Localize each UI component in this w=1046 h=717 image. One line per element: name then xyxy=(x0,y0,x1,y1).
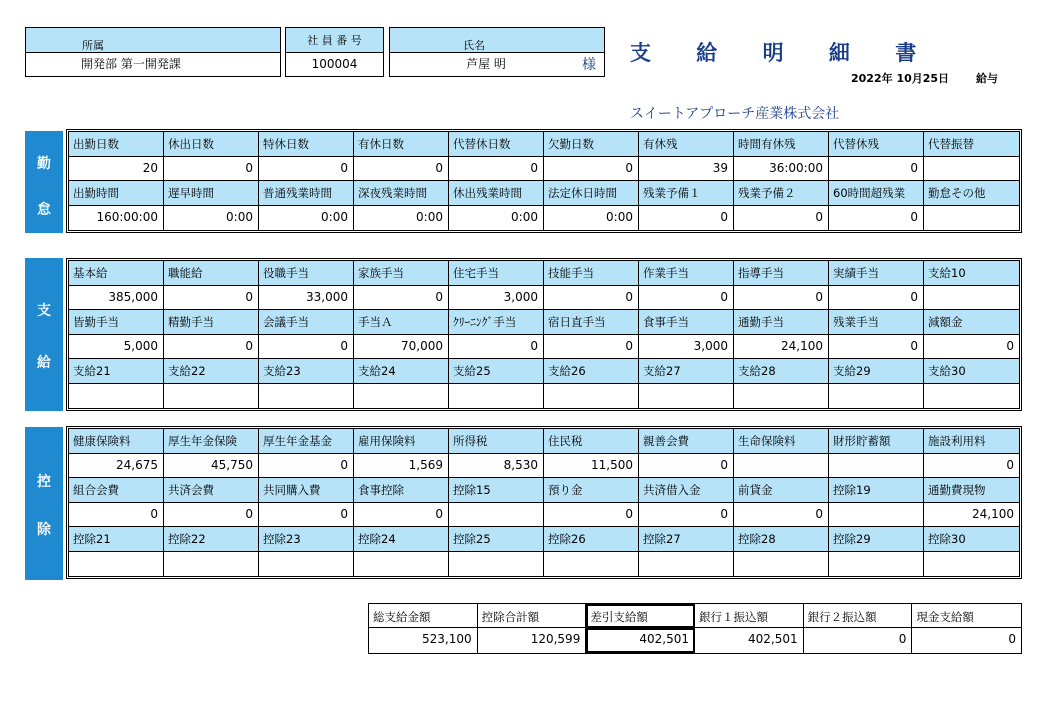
attendance-label: 欠勤日数 xyxy=(544,132,639,157)
deductions-label: 預り金 xyxy=(544,478,639,503)
attendance-label: 特休日数 xyxy=(259,132,354,157)
deductions-value xyxy=(449,503,544,527)
payments-table xyxy=(66,258,1022,411)
payments-value: 0 xyxy=(639,286,734,310)
payments-side-char-2: 給 xyxy=(37,355,51,371)
deductions-value: 1,569 xyxy=(354,454,449,478)
employee-number-value: 100004 xyxy=(311,57,358,71)
payments-label: 実績手当 xyxy=(829,261,924,286)
summary-table xyxy=(368,603,1022,654)
attendance-side-char-1: 勤 xyxy=(37,156,51,172)
deductions-value xyxy=(544,552,639,576)
attendance-value xyxy=(924,157,1019,181)
deductions-label: 控除21 xyxy=(69,527,164,552)
deductions-label: 控除26 xyxy=(544,527,639,552)
attendance-value: 39 xyxy=(639,157,734,181)
payments-value: 3,000 xyxy=(639,335,734,359)
payments-label: 支給23 xyxy=(259,359,354,384)
payments-value: 33,000 xyxy=(259,286,354,310)
attendance-value: 160:00:00 xyxy=(69,206,164,230)
payments-value xyxy=(354,384,449,408)
attendance-label: 勤怠その他 xyxy=(924,181,1019,206)
payments-value: 3,000 xyxy=(449,286,544,310)
deductions-value: 0 xyxy=(164,503,259,527)
summary-value: 402,501 xyxy=(695,628,804,653)
attendance-table xyxy=(66,129,1022,233)
deductions-side-char-1: 控 xyxy=(37,474,51,490)
deductions-value xyxy=(829,552,924,576)
payments-label: 支給24 xyxy=(354,359,449,384)
summary-label: 銀行１振込額 xyxy=(695,604,804,628)
employee-number-box xyxy=(285,27,384,77)
deductions-value xyxy=(639,552,734,576)
deductions-label: 控除27 xyxy=(639,527,734,552)
attendance-value: 0 xyxy=(734,206,829,230)
payments-side-label xyxy=(25,258,63,411)
deductions-value: 45,750 xyxy=(164,454,259,478)
attendance-value: 0:00 xyxy=(544,206,639,230)
payments-label: 食事手当 xyxy=(639,310,734,335)
deductions-value xyxy=(734,454,829,478)
payments-label: 基本給 xyxy=(69,261,164,286)
payments-label: 技能手当 xyxy=(544,261,639,286)
deductions-value xyxy=(924,552,1019,576)
summary-label: 現金支給額 xyxy=(912,604,1021,628)
payments-value: 0 xyxy=(544,286,639,310)
payments-value: 385,000 xyxy=(69,286,164,310)
summary-label: 控除合計額 xyxy=(478,604,587,628)
attendance-label: 代替振替 xyxy=(924,132,1019,157)
deductions-value xyxy=(829,454,924,478)
summary-label: 総支給金額 xyxy=(369,604,478,628)
attendance-value: 0 xyxy=(164,157,259,181)
deductions-value: 8,530 xyxy=(449,454,544,478)
deductions-label: 健康保険料 xyxy=(69,429,164,454)
payments-label: 職能給 xyxy=(164,261,259,286)
deductions-label: 共済会費 xyxy=(164,478,259,503)
deductions-label: 控除29 xyxy=(829,527,924,552)
payments-label: ｸﾘｰﾆﾝｸﾞ手当 xyxy=(449,310,544,335)
payments-value: 0 xyxy=(829,286,924,310)
payments-label: 支給26 xyxy=(544,359,639,384)
deductions-side-char-2: 除 xyxy=(37,522,51,538)
attendance-label: 時間有休残 xyxy=(734,132,829,157)
summary-value: 0 xyxy=(912,628,1021,653)
deductions-value: 0 xyxy=(639,454,734,478)
payments-side-char-1: 支 xyxy=(37,303,51,319)
payments-value: 0 xyxy=(164,335,259,359)
attendance-label: 残業予備２ xyxy=(734,181,829,206)
deductions-label: 控除24 xyxy=(354,527,449,552)
honorific: 様 xyxy=(582,57,596,73)
attendance-value xyxy=(924,206,1019,230)
deductions-value: 0 xyxy=(924,454,1019,478)
attendance-label: 遅早時間 xyxy=(164,181,259,206)
payments-value xyxy=(829,384,924,408)
payments-label: 皆勤手当 xyxy=(69,310,164,335)
attendance-label: 代替休残 xyxy=(829,132,924,157)
deductions-label: 生命保険料 xyxy=(734,429,829,454)
employee-name-value: 芦屋 明 xyxy=(466,57,506,71)
attendance-value: 0 xyxy=(449,157,544,181)
payments-label: 支給29 xyxy=(829,359,924,384)
attendance-value: 0:00 xyxy=(449,206,544,230)
summary-label: 差引支給額 xyxy=(586,604,695,628)
deductions-label: 控除23 xyxy=(259,527,354,552)
deductions-label: 控除15 xyxy=(449,478,544,503)
deductions-label: 組合会費 xyxy=(69,478,164,503)
deductions-label: 共同購入費 xyxy=(259,478,354,503)
deductions-label: 控除28 xyxy=(734,527,829,552)
deductions-value: 11,500 xyxy=(544,454,639,478)
payments-value xyxy=(259,384,354,408)
department-box xyxy=(25,27,281,77)
deductions-value xyxy=(734,552,829,576)
deductions-value: 24,675 xyxy=(69,454,164,478)
payments-label: 通勤手当 xyxy=(734,310,829,335)
deductions-value: 0 xyxy=(259,503,354,527)
deductions-label: 親善会費 xyxy=(639,429,734,454)
department-value: 開発部 第一開発課 xyxy=(81,57,181,71)
payments-value xyxy=(924,286,1019,310)
payments-value: 0 xyxy=(734,286,829,310)
attendance-value: 0 xyxy=(354,157,449,181)
payments-label: 宿日直手当 xyxy=(544,310,639,335)
deductions-label: 食事控除 xyxy=(354,478,449,503)
deductions-value xyxy=(164,552,259,576)
payments-value xyxy=(449,384,544,408)
attendance-value: 20 xyxy=(69,157,164,181)
payments-label: 支給27 xyxy=(639,359,734,384)
attendance-value: 0 xyxy=(544,157,639,181)
issue-date: 2022年 10月25日 xyxy=(851,72,950,85)
deductions-value: 0 xyxy=(639,503,734,527)
deductions-value xyxy=(354,552,449,576)
employee-number-label: 社 員 番 号 xyxy=(286,28,383,53)
deductions-value: 0 xyxy=(354,503,449,527)
payments-label: 指導手当 xyxy=(734,261,829,286)
attendance-value: 0 xyxy=(259,157,354,181)
attendance-label: 休出日数 xyxy=(164,132,259,157)
attendance-value: 0 xyxy=(639,206,734,230)
attendance-label: 60時間超残業 xyxy=(829,181,924,206)
attendance-label: 代替休日数 xyxy=(449,132,544,157)
department-label: 所属 xyxy=(26,28,280,53)
deductions-label: 控除30 xyxy=(924,527,1019,552)
deductions-label: 施設利用料 xyxy=(924,429,1019,454)
deductions-label: 控除19 xyxy=(829,478,924,503)
payments-value xyxy=(924,384,1019,408)
payments-value: 0 xyxy=(259,335,354,359)
payments-value: 70,000 xyxy=(354,335,449,359)
deductions-value: 0 xyxy=(734,503,829,527)
employee-name-box xyxy=(389,27,605,77)
payments-label: 支給25 xyxy=(449,359,544,384)
deductions-label: 厚生年金保険 xyxy=(164,429,259,454)
summary-value: 402,501 xyxy=(586,628,695,653)
payments-label: 支給30 xyxy=(924,359,1019,384)
pay-type: 給与 xyxy=(976,72,998,85)
attendance-value: 0:00 xyxy=(259,206,354,230)
deductions-side-label xyxy=(25,427,63,580)
payments-label: 家族手当 xyxy=(354,261,449,286)
attendance-label: 出勤時間 xyxy=(69,181,164,206)
payments-label: 手当Ａ xyxy=(354,310,449,335)
payments-value: 5,000 xyxy=(69,335,164,359)
attendance-label: 有休残 xyxy=(639,132,734,157)
summary-value: 120,599 xyxy=(478,628,587,653)
deductions-label: 住民税 xyxy=(544,429,639,454)
deductions-label: 所得税 xyxy=(449,429,544,454)
deductions-value: 0 xyxy=(544,503,639,527)
attendance-value: 0:00 xyxy=(164,206,259,230)
payments-label: 支給21 xyxy=(69,359,164,384)
payments-value: 24,100 xyxy=(734,335,829,359)
payments-label: 支給28 xyxy=(734,359,829,384)
employee-name-label: 氏名 xyxy=(390,28,604,53)
attendance-value: 0 xyxy=(829,157,924,181)
deductions-label: 控除22 xyxy=(164,527,259,552)
deductions-label: 厚生年金基金 xyxy=(259,429,354,454)
attendance-label: 休出残業時間 xyxy=(449,181,544,206)
payments-value: 0 xyxy=(354,286,449,310)
attendance-value: 36:00:00 xyxy=(734,157,829,181)
deductions-label: 共済借入金 xyxy=(639,478,734,503)
payments-label: 支給22 xyxy=(164,359,259,384)
deductions-label: 前貸金 xyxy=(734,478,829,503)
payments-value xyxy=(544,384,639,408)
payments-value: 0 xyxy=(544,335,639,359)
payments-value xyxy=(69,384,164,408)
payments-label: 住宅手当 xyxy=(449,261,544,286)
document-title: 支 給 明 細 書 xyxy=(630,41,936,65)
attendance-label: 深夜残業時間 xyxy=(354,181,449,206)
payments-value: 0 xyxy=(924,335,1019,359)
payments-value xyxy=(639,384,734,408)
attendance-label: 出勤日数 xyxy=(69,132,164,157)
deductions-value xyxy=(69,552,164,576)
attendance-label: 有休日数 xyxy=(354,132,449,157)
deductions-label: 通勤費現物 xyxy=(924,478,1019,503)
deductions-value: 0 xyxy=(69,503,164,527)
attendance-side-label xyxy=(25,131,63,233)
payments-value: 0 xyxy=(164,286,259,310)
company-name: スイートアプローチ産業株式会社 xyxy=(630,106,840,122)
deductions-value xyxy=(259,552,354,576)
summary-value: 523,100 xyxy=(369,628,478,653)
payments-label: 支給10 xyxy=(924,261,1019,286)
payments-value: 0 xyxy=(449,335,544,359)
attendance-label: 普通残業時間 xyxy=(259,181,354,206)
attendance-label: 法定休日時間 xyxy=(544,181,639,206)
payments-label: 役職手当 xyxy=(259,261,354,286)
payments-value xyxy=(734,384,829,408)
payments-label: 減額金 xyxy=(924,310,1019,335)
deductions-label: 控除25 xyxy=(449,527,544,552)
deductions-label: 財形貯蓄額 xyxy=(829,429,924,454)
payments-label: 会議手当 xyxy=(259,310,354,335)
payments-label: 精勤手当 xyxy=(164,310,259,335)
summary-value: 0 xyxy=(804,628,913,653)
deductions-value xyxy=(829,503,924,527)
deductions-table xyxy=(66,426,1022,579)
attendance-value: 0 xyxy=(829,206,924,230)
payments-value: 0 xyxy=(829,335,924,359)
payments-value xyxy=(164,384,259,408)
deductions-value: 0 xyxy=(259,454,354,478)
deductions-value: 24,100 xyxy=(924,503,1019,527)
deductions-label: 雇用保険料 xyxy=(354,429,449,454)
attendance-value: 0:00 xyxy=(354,206,449,230)
attendance-label: 残業予備１ xyxy=(639,181,734,206)
payments-label: 作業手当 xyxy=(639,261,734,286)
attendance-side-char-2: 怠 xyxy=(37,202,51,218)
deductions-value xyxy=(449,552,544,576)
payments-label: 残業手当 xyxy=(829,310,924,335)
summary-label: 銀行２振込額 xyxy=(804,604,913,628)
